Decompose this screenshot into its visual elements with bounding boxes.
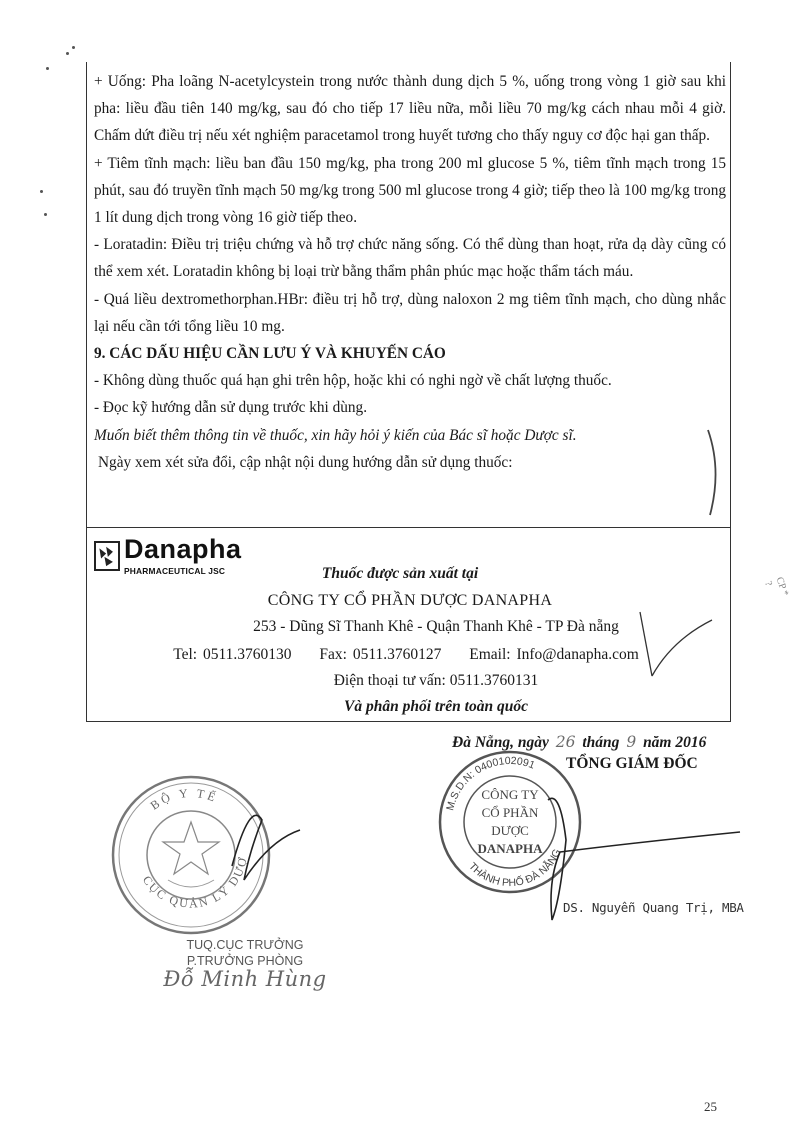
distribution-note: Và phân phối trên toàn quốc — [344, 698, 528, 715]
ministry-role-2: P.TRƯỞNG PHÒNG — [186, 954, 304, 968]
company-seal — [436, 748, 584, 896]
advice-line: Muốn biết thêm thông tin về thuốc, xin hãy hỏi ý kiến của Bác sĩ hoặc Dược sĩ. — [94, 426, 577, 444]
company-contacts — [90, 646, 722, 664]
page-number: 25 — [704, 1099, 717, 1114]
warning-read-instructions: - Đọc kỹ hướng dẫn sử dụng trước khi dùng. — [94, 399, 368, 417]
company-seal-line-3: DƯỢC — [491, 823, 529, 838]
leaflet-body — [94, 68, 726, 476]
company-seal-center — [436, 786, 584, 858]
company-email: Email: Info@danapha.com — [469, 646, 639, 663]
loratadin-paragraph: - Loratadin: Điều trị triệu chứng và hỗ trợ chức năng sống. Có thể dùng than hoạt, rửa dạ dày cũng có thể xem xét. Loratadin không bị loại trừ bằng thẩm phân phúc mạc hoặc thẩm tách máu. — [94, 236, 726, 281]
company-address: 253 - Dũng Sĩ Thanh Khê - Quận Thanh Khê - TP Đà nẵng — [253, 618, 619, 635]
scan-speck — [46, 67, 49, 70]
margin-stamp-text: CP * ? — [762, 575, 791, 598]
dextromethorphan-paragraph: - Quá liều dextromethorphan.HBr: điều trị hỗ trợ, dùng naloxon 2 mg tiêm tĩnh mạch, cho dùng nhắc lại nếu cần tới tổng liều 10 mg. — [94, 290, 726, 335]
director-title: TỔNG GIÁM ĐỐC — [566, 755, 698, 772]
warning-expired: - Không dùng thuốc quá hạn ghi trên hộp, hoặc khi có nghi ngờ về chất lượng thuốc. — [94, 372, 612, 390]
scan-speck — [72, 46, 75, 49]
date-month-label: tháng — [582, 734, 620, 751]
review-date-line: Ngày xem xét sửa đổi, cập nhật nội dung hướng dẫn sử dụng thuốc: — [98, 453, 513, 471]
company-seal-line-1: CÔNG TY — [481, 787, 539, 802]
logo-subtitle: PHARMACEUTICAL JSC — [124, 566, 226, 576]
scan-speck — [44, 213, 47, 216]
date-day: 26 — [555, 733, 576, 751]
frame-divider — [86, 527, 731, 528]
consult-hotline: Điện thoại tư vấn: 0511.3760131 — [333, 672, 539, 689]
company-tel: Tel: 0511.3760130 — [173, 646, 292, 663]
section-9-heading: 9. CÁC DẤU HIỆU CẦN LƯU Ý VÀ KHUYẾN CÁO — [94, 345, 446, 363]
ministry-signatory-name: Đỗ Minh Hùng — [163, 967, 327, 991]
danapha-logo-mark-icon — [94, 541, 120, 571]
logo-wordmark: Danapha — [124, 534, 242, 564]
company-seal-top-text: M.S.D.N: 0400102091 — [444, 754, 537, 812]
svg-text:BỘ Y TẾ — [148, 786, 221, 813]
date-month: 9 — [626, 733, 637, 751]
company-name: CÔNG TY CỔ PHẦN DƯỢC DANAPHA — [267, 592, 553, 609]
manufactured-at-label: Thuốc được sản xuất tại — [321, 565, 479, 582]
oral-dosing-paragraph: + Uống: Pha loãng N-acetylcystein trong nước thành dung dịch 5 %, uống trong vòng 1 giờ sau khi pha: liều đầu tiên 140 mg/kg, sau đó cho tiếp 17 liều nữa, mỗi liều 70 mg/kg cách nhau mỗi 4 giờ. Chấm dứt điều trị nếu xét nghiệm paracetamol trong huyết tương cho thấy nguy cơ độc hại gan thấp. — [94, 73, 726, 145]
scan-speck — [40, 190, 43, 193]
iv-dosing-paragraph: + Tiêm tĩnh mạch: liều ban đầu 150 mg/kg, pha trong 200 ml glucose 5 %, tiêm tĩnh mạch trong 15 phút, sau đó truyền tĩnh mạch 50 mg/kg trong 500 ml glucose trong 4 giờ; tiếp theo là 100 mg/kg trong 1 lít dung dịch trong vòng 16 giờ tiếp theo. — [94, 154, 726, 227]
director-name: DS. Nguyễn Quang Trị, MBA — [563, 900, 744, 915]
ministry-seal-top-text: BỘ Y TẾ — [147, 785, 221, 813]
date-prefix: Đà Nẵng, ngày — [452, 734, 549, 751]
scan-speck — [66, 52, 69, 55]
date-year: năm 2016 — [643, 734, 707, 751]
company-seal-line-2: CỔ PHẦN — [481, 805, 539, 820]
company-seal-bottom-text: THÀNH PHỐ ĐÀ NẴNG — [466, 847, 564, 890]
ministry-signatory — [150, 937, 340, 991]
ministry-seal — [108, 772, 274, 938]
ministry-seal-bottom-text: CỤC QUẢN LÝ DƯỢ — [139, 854, 250, 911]
ministry-role-1: TUQ.CỤC TRƯỞNG — [186, 938, 304, 952]
company-fax: Fax: 0511.3760127 — [319, 646, 442, 663]
margin-stamp — [762, 575, 791, 660]
company-seal-line-4: DANAPHA — [477, 841, 543, 856]
